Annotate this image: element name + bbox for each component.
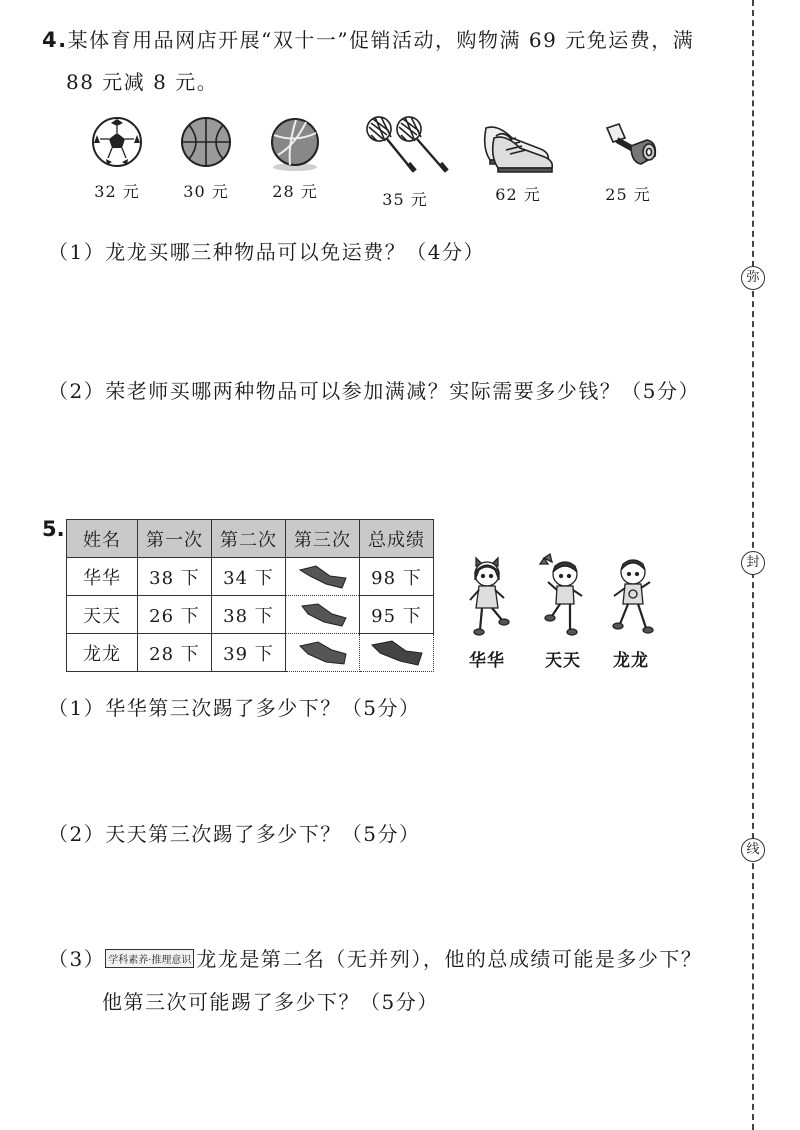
seal-char-feng: 封 xyxy=(741,551,765,575)
q5-sub3-line1 xyxy=(48,943,702,972)
header-second: 第二次 xyxy=(212,520,286,558)
boy-kicking-shuttlecock-icon xyxy=(538,552,588,638)
girl-kicking-icon xyxy=(462,552,512,638)
cell-first: 38 下 xyxy=(138,558,212,596)
cell-second: 39 下 xyxy=(212,634,286,672)
cell-third-smudged xyxy=(286,558,360,596)
q5-sub3-line2: 他第三次可能踢了多少下？（5分） xyxy=(102,990,439,1014)
sneakers-icon xyxy=(478,118,558,174)
score-table xyxy=(66,519,434,672)
badminton-rackets-icon xyxy=(357,113,453,179)
product-basketball xyxy=(161,115,251,202)
q4-number: 4. xyxy=(42,28,68,52)
q5-number: 5. xyxy=(42,517,65,541)
kid-name-label: 华华 xyxy=(469,651,505,671)
dumbbell-icon xyxy=(593,120,663,172)
price-label: 28 元 xyxy=(272,182,318,201)
table-row xyxy=(67,634,434,672)
ink-blot-icon xyxy=(296,640,350,666)
cell-total-smudged xyxy=(360,634,434,672)
table-header-row xyxy=(67,520,434,558)
cell-total: 95 下 xyxy=(360,596,434,634)
price-label: 25 元 xyxy=(605,185,651,204)
q5-sub3-prefix: （3） xyxy=(48,947,106,971)
cell-first: 26 下 xyxy=(138,596,212,634)
product-volleyball xyxy=(250,115,340,202)
basketball-icon xyxy=(179,115,233,169)
boy-running-icon xyxy=(606,552,656,638)
cell-second: 34 下 xyxy=(212,558,286,596)
cell-name: 龙龙 xyxy=(67,634,138,672)
cell-name: 华华 xyxy=(67,558,138,596)
kid-huahua xyxy=(452,552,522,671)
cell-total: 98 下 xyxy=(360,558,434,596)
header-third: 第三次 xyxy=(286,520,360,558)
cell-first: 28 下 xyxy=(138,634,212,672)
q4-line1 xyxy=(42,24,694,53)
header-first: 第一次 xyxy=(138,520,212,558)
q4-sub2: （2）荣老师买哪两种物品可以参加满减？实际需要多少钱？（5分） xyxy=(48,379,700,403)
product-soccer-ball xyxy=(72,115,162,202)
header-name: 姓名 xyxy=(67,520,138,558)
price-label: 35 元 xyxy=(382,190,428,209)
q4-sub1: （1）龙龙买哪三种物品可以免运费？（4分） xyxy=(48,240,485,264)
cell-second: 38 下 xyxy=(212,596,286,634)
seal-char-xian: 线 xyxy=(741,838,765,862)
product-badminton xyxy=(350,113,460,210)
table-row xyxy=(67,558,434,596)
q5-sub3-text: 龙龙是第二名（无并列），他的总成绩可能是多少下？ xyxy=(196,947,703,971)
cell-third-smudged xyxy=(286,634,360,672)
kid-name-label: 龙龙 xyxy=(613,651,649,671)
price-label: 30 元 xyxy=(183,182,229,201)
seal-char-mi: 弥 xyxy=(741,266,765,290)
product-sneakers xyxy=(473,118,563,205)
product-dumbbell xyxy=(583,120,673,205)
table-row xyxy=(67,596,434,634)
q4-stem-text: 某体育用品网店开展“双十一”促销活动，购物满 69 元免运费，满 xyxy=(67,28,695,52)
kid-name-label: 天天 xyxy=(545,651,581,671)
q5-sub1: （1）华华第三次踢了多少下？（5分） xyxy=(48,696,421,720)
q4-line2: 88 元减 8 元。 xyxy=(66,70,219,94)
ink-blot-icon xyxy=(368,639,426,667)
ink-blot-icon xyxy=(296,602,350,628)
price-label: 32 元 xyxy=(94,182,140,201)
kid-longlong xyxy=(596,552,666,671)
literacy-badge: 学科素养·推理意识 xyxy=(105,949,194,968)
cell-name: 天天 xyxy=(67,596,138,634)
volleyball-icon xyxy=(266,115,324,173)
soccer-ball-icon xyxy=(90,115,144,169)
header-total: 总成绩 xyxy=(360,520,434,558)
kid-tiantian xyxy=(528,552,598,671)
price-label: 62 元 xyxy=(495,185,541,204)
cell-third-smudged xyxy=(286,596,360,634)
ink-blot-icon xyxy=(296,564,350,590)
q5-sub2: （2）天天第三次踢了多少下？（5分） xyxy=(48,822,421,846)
